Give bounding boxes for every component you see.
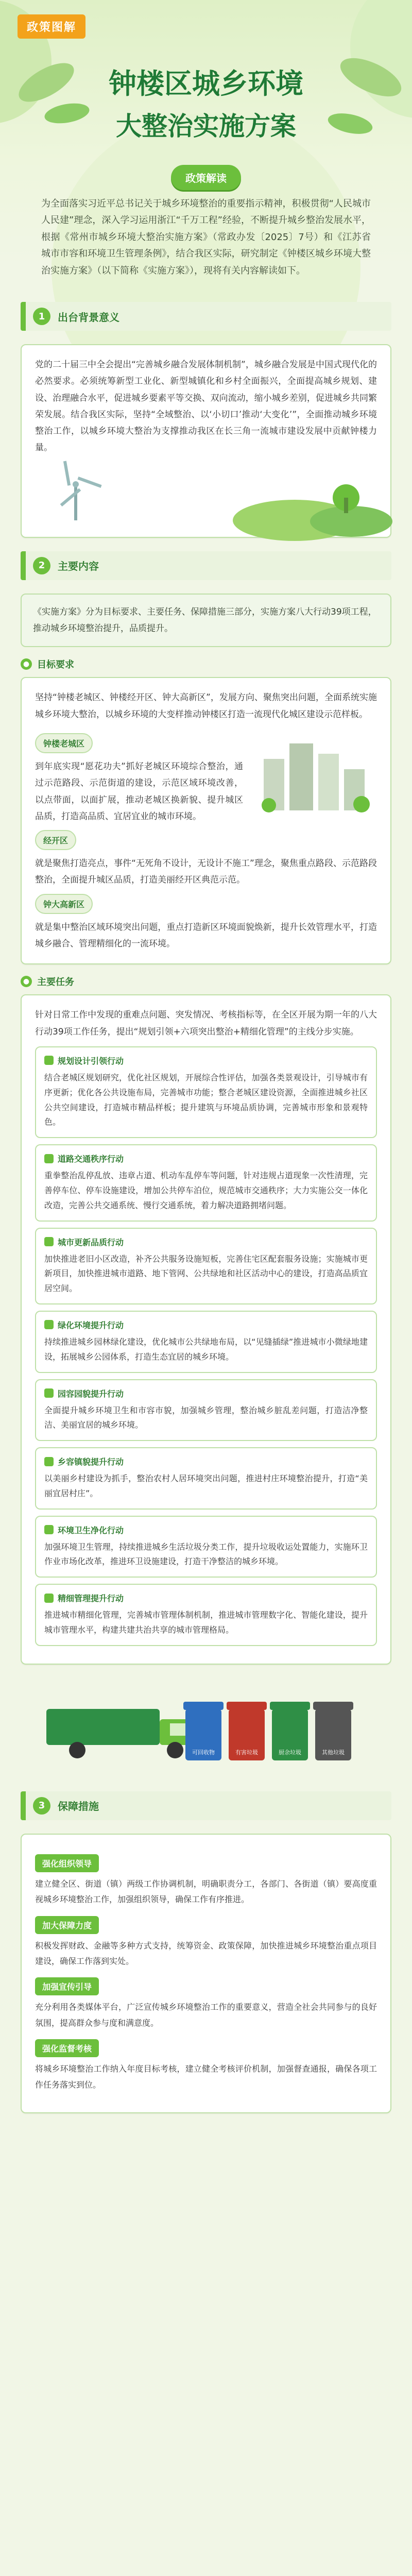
task-icon <box>44 1594 54 1603</box>
task-text: 加强环境卫生管理，持续推进城乡生活垃圾分类工作，提升垃圾收运处置能力，实施环卫作业市场化改革，推进环卫设施建设，打造干净整洁的城乡环境。 <box>44 1541 368 1567</box>
goal-text-2: 就是聚焦打造亮点，事件“无死角不设计，无设计不施工”理念，聚焦重点路段、示范路段整治，全面提升城区品质，打造美丽经开区典范示范。 <box>35 858 377 886</box>
guarantee-item-4 <box>35 2039 377 2093</box>
section-2-bar <box>21 551 391 580</box>
guarantee-card <box>21 1834 391 2113</box>
task-item-6 <box>35 1447 377 1510</box>
main-lead-callout <box>21 594 391 648</box>
task-title: 道路交通秩序行动 <box>58 1154 124 1164</box>
guarantee-text: 积极发挥财政、金融等多种方式支持，统筹资金、政策保障，加快推进城乡环境整治重点项目建设，确保工作落到实处。 <box>35 1940 377 1967</box>
intro-text: 为全面落实习近平总书记关于城乡环境整治的重要指示精神，积极贯彻“人民城市人民建”理念，深入学习运用浙江“千万工程”经验，不断提升城乡整治发展水平，根据《常州市城乡环境大整治实施方案》（常政办发〔2025〕7号）和《江苏省城市市容和环境卫生管理条例》，结合我区实际，研究制定《钟楼区城乡环境大整治实施方案》（以下简称《实施方案》），现将有关内容解读如下。 <box>41 198 371 276</box>
task-title: 精细管理提升行动 <box>58 1594 124 1604</box>
city-buildings-illustration <box>253 728 377 816</box>
goal-subhead <box>21 657 391 671</box>
guarantee-item-3 <box>35 1977 377 2031</box>
bin-kitchen <box>272 1709 308 1760</box>
task-item-1 <box>35 1046 377 1138</box>
bin-lid <box>270 1702 310 1710</box>
task-title: 环境卫生净化行动 <box>58 1525 124 1535</box>
hero <box>0 0 412 276</box>
task-icon <box>44 1320 54 1329</box>
task-item-8 <box>35 1584 377 1646</box>
garbage-bins <box>185 1693 371 1760</box>
goal-card <box>21 677 391 964</box>
task-text: 持续推进城乡园林绿化建设，优化城市公共绿地布局，以“见缝插绿”推进城市小微绿地建设，拓展城乡公园体系，打造生态宜居的城乡环境。 <box>44 1336 368 1362</box>
bin-lid <box>313 1702 353 1710</box>
guarantee-title: 加强宣传引导 <box>35 1977 99 1995</box>
task-icon <box>44 1056 54 1065</box>
guarantee-title: 加大保障力度 <box>35 1916 99 1934</box>
tasks-subhead-label: 主要任务 <box>37 977 74 988</box>
task-icon <box>44 1154 54 1163</box>
task-text: 以美丽乡村建设为抓手，整治农村人居环境突出问题，推进村庄环境整治提升，打造“美丽宜居村庄”。 <box>44 1473 368 1498</box>
guarantee-title: 强化组织领导 <box>35 1854 99 1872</box>
task-icon <box>44 1457 54 1466</box>
task-item-5 <box>35 1379 377 1442</box>
task-icon <box>44 1525 54 1534</box>
task-item-4 <box>35 1311 377 1373</box>
task-text: 全面提升城乡环境卫生和市容市貌，加强城乡管理，整治城乡脏乱差问题，打造洁净整洁、美丽宜居的城乡环境。 <box>44 1405 368 1430</box>
goal-intro: 坚持“钟楼老城区、钟楼经开区、钟大高新区”，发展方向、聚焦突出问题，全面系统实施城乡环境大整治，以城乡环境的大变样推动钟楼区打造一流现代化城区建设示范样板。 <box>35 692 377 720</box>
background-text: 党的二十届三中全会提出“完善城乡融合发展体制机制”，城乡融合发展是中国式现代化的必然要求。必须统筹新型工业化、新型城镇化和乡村全面振兴，全面提高城乡规划、建设、治理融合水平，促进城乡要素平等交换、双向流动，缩小城乡差别，促进城乡共同繁荣发展。结合我区实际，坚持“全域整治、以‘小切口’推动‘大变化’”，全面推动城乡环境整治工作，以城乡环境大整治为支撑推动我区在长三角一流城市建设发展中贡献钟楼力量。 <box>35 360 377 453</box>
task-item-7 <box>35 1516 377 1578</box>
guarantee-title: 强化监督考核 <box>35 2039 99 2057</box>
title-line2: 大整治实施方案 <box>116 111 296 141</box>
task-text: 重拳整治乱停乱放、违章占道、机动车乱停车等问题，针对违规占道现象一次性清理，完善停车位、停车设施建设，增加公共停车泊位，规范城市交通秩序；大力实施公交一体化改造，完善公共交通系统、慢行交通系统，着力解决道路拥堵问题。 <box>44 1171 368 1210</box>
goal-text-1: 到年底实现“愿花功夫”抓好老城区环境综合整治，通过示范路段、示范街道的建设，示范区域环境改善，以点带面，以面扩展，推动老城区换新貌、提升城区品质，打造高品质、宜居宜业的城市环境。 <box>35 761 243 822</box>
bin-label: 其他垃圾 <box>322 1749 345 1756</box>
bin-label: 可回收物 <box>192 1749 215 1756</box>
section-label: 保障措施 <box>58 1800 99 1813</box>
bin-label: 有害垃圾 <box>235 1749 258 1756</box>
section-number: 3 <box>33 1797 50 1815</box>
section-3-bar <box>21 1791 391 1820</box>
task-item-3 <box>35 1228 377 1304</box>
task-title: 乡容镇貌提升行动 <box>58 1457 124 1467</box>
section-label: 出台背景意义 <box>58 311 119 324</box>
policy-badge: 政策图解 <box>18 14 85 39</box>
task-title: 规划设计引领行动 <box>58 1056 124 1066</box>
task-title: 绿化环境提升行动 <box>58 1320 124 1330</box>
section-number: 1 <box>33 308 50 325</box>
background-card <box>21 344 391 538</box>
task-title: 城市更新品质行动 <box>58 1237 124 1247</box>
guarantee-item-2 <box>35 1916 377 1970</box>
bin-lid <box>227 1702 267 1710</box>
guarantee-item-1 <box>35 1854 377 1908</box>
policy-tag: 政策解读 <box>171 165 241 190</box>
task-icon <box>44 1388 54 1398</box>
garbage-illustration <box>21 1675 391 1778</box>
bin-other <box>315 1709 351 1760</box>
guarantee-text: 建立健全区、街道（镇）两级工作协调机制，明确职责分工，各部门、各街道（镇）要高度重视城乡环境整治工作，加强组织领导，确保工作有序推进。 <box>35 1878 377 1905</box>
title-line1: 钟楼区城乡环境 <box>109 67 303 100</box>
goal-chip-2: 经开区 <box>35 830 76 850</box>
goal-subhead-label: 目标要求 <box>37 659 74 671</box>
bin-hazardous <box>229 1709 265 1760</box>
task-text: 推进城市精细化管理，完善城市管理体制机制，推进城市管理数字化、智能化建设，提升城市管理水平，构建共建共治共享的城市管理格局。 <box>44 1610 368 1635</box>
bin-lid <box>183 1702 224 1710</box>
main-lead: 《实施方案》分为目标要求、主要任务、保障措施三部分，实施方案八大行动39项工程，推动城乡环境整治提升，品质提升。 <box>33 606 377 634</box>
section-number: 2 <box>33 557 50 574</box>
section-label: 主要内容 <box>58 560 99 573</box>
content <box>21 289 391 2113</box>
target-icon: ● <box>21 658 32 670</box>
bin-label: 厨余垃圾 <box>279 1749 301 1756</box>
green-hills-illustration <box>243 464 377 526</box>
list-icon: ● <box>21 976 32 987</box>
task-text: 结合老城区规划研究，优化社区规划，开展综合性评估，加强各类景观设计，引导城市有序更新；优化各公共设施布局，完善城市功能；整合老城区建设资源，全面推进城乡社区公共空间建设，打造城市精品样板；提升建筑与环境品质协调，完善城市形象和景观特色。 <box>44 1072 368 1127</box>
bin-recyclable <box>185 1709 221 1760</box>
task-text: 加快推进老旧小区改造，补齐公共服务设施短板，完善住宅区配套服务设施；实施城市更新项目，加快推进城市道路、地下管网、公共绿地和社区活动中心的建设，打造高品质宜居空间。 <box>44 1253 368 1294</box>
goal-chip-1: 钟楼老城区 <box>35 733 93 753</box>
guarantee-text: 充分利用各类媒体平台，广泛宣传城乡环境整治工作的重要意义，营造全社会共同参与的良好氛围，提高群众参与度和满意度。 <box>35 2002 377 2028</box>
task-icon <box>44 1237 54 1246</box>
task-title: 园容园貌提升行动 <box>58 1388 124 1399</box>
guarantee-text: 将城乡环境整治工作纳入年度目标考核，建立健全考核评价机制，加强督查通报，确保各项工作任务落实到位。 <box>35 2064 377 2090</box>
section-1-bar <box>21 302 391 331</box>
tasks-card <box>21 994 391 1665</box>
tasks-subhead <box>21 975 391 988</box>
tasks-intro: 针对日常工作中发现的重难点问题、突发情况、考核指标等，在全区开展为期一年的八大行动39项工作任务，提出“规划引领+六项突出整治+精细化管理”的主线分步实施。 <box>35 1010 377 1037</box>
goal-text-3: 就是集中整治区域环境突出问题，重点打造新区环境面貌焕新，提升长效管理水平，打造城乡融合、管理精细化的一流环境。 <box>35 922 377 950</box>
wind-turbine-illustration <box>35 464 117 526</box>
task-item-2 <box>35 1144 377 1221</box>
page-title <box>0 62 412 143</box>
goal-chip-3: 钟大高新区 <box>35 894 93 914</box>
